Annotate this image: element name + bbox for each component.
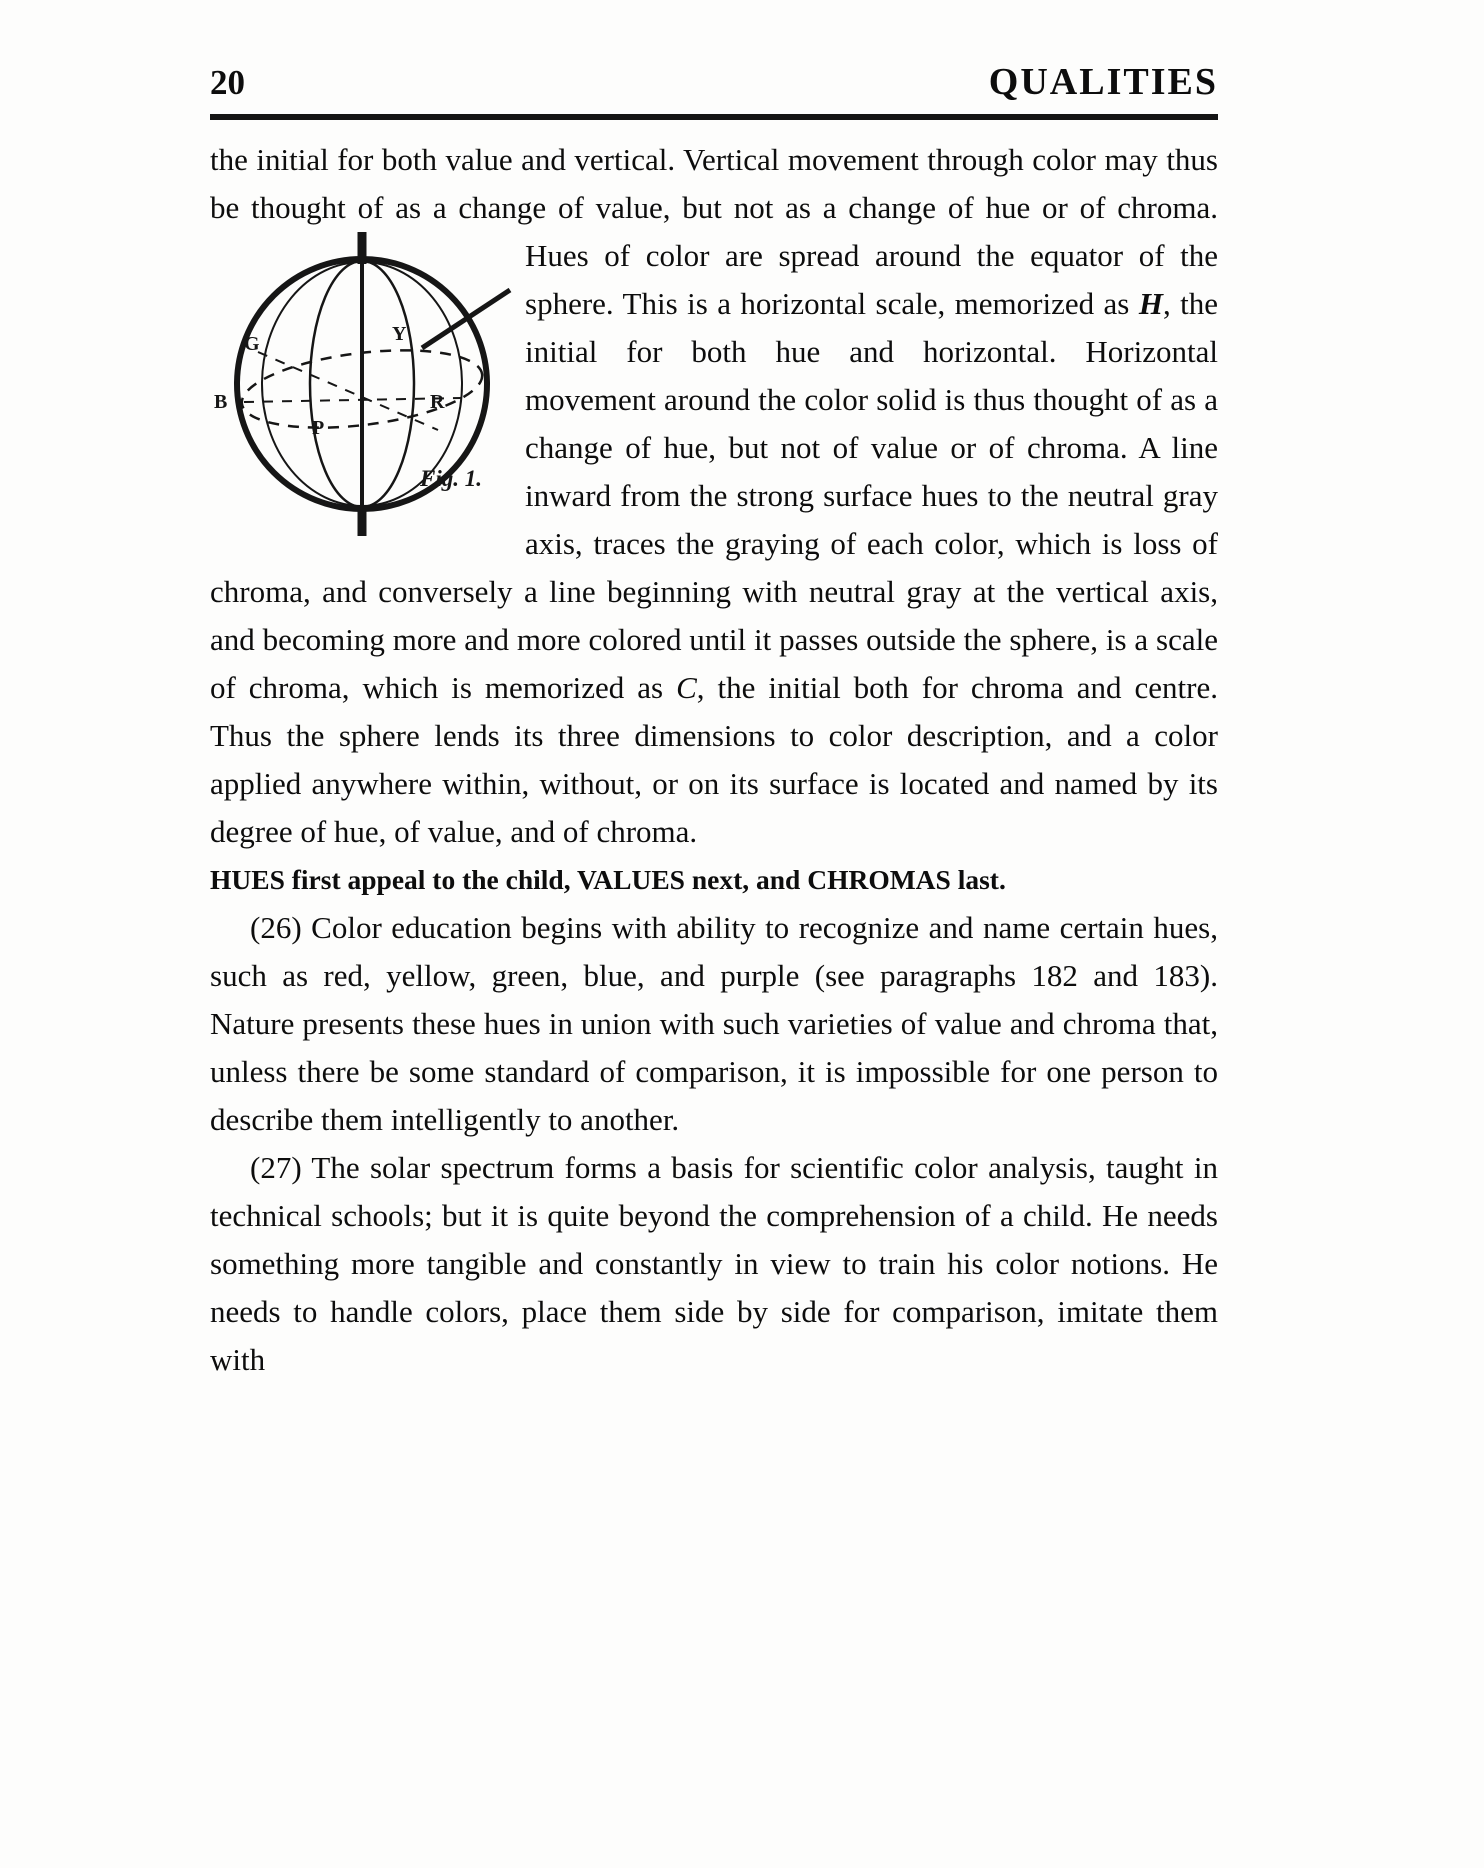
p1-lead: the initial for both value and vertical. Vertical movement through color may thus be thought of as a change of value, but	[210, 142, 1218, 225]
initial-c: C	[676, 670, 697, 705]
hue-label-r: R	[430, 391, 445, 413]
page-number: 20	[210, 63, 245, 102]
page-header	[210, 60, 1218, 104]
hue-label-b: B	[214, 391, 228, 413]
equator-pointer-line	[422, 290, 510, 348]
p1-tail: , the initial both for chroma and centre. Thus the sphere lends its three dimensions to color description, and a color applied anywhere within, without, or on its surface is located and named by its degree of hue, of value, and of chroma.	[210, 670, 1218, 849]
hue-label-p: P	[312, 417, 325, 439]
body-text	[210, 136, 1218, 1384]
p1-mid: not as a change of hue or of chroma. Hues of color are spread around the equator of the sphere. This is a horizontal scale, memorized as	[525, 190, 1218, 321]
paragraph-27: (27) The solar spectrum forms a basis for scientific color analysis, taught in technical schools; but it is quite beyond the comprehension of a child. He needs something more tangible and constantly in view to train his color notions. He needs to handle colors, place them side by side for comparison, imitate them with	[210, 1150, 1218, 1377]
color-sphere-figure	[210, 184, 515, 564]
paragraph-26: (26) Color education begins with ability to recognize and name certain hues, such as red, yellow, green, blue, and purple (see paragraphs 182 and 183). Nature presents these hues in union with such varieties of value and chroma that, unless there be some standard of comparison, it is impossible for one person to describe them intelligently to another.	[210, 910, 1218, 1137]
hues-summary-line: HUES first appeal to the child, VALUES next, and CHROMAS last.	[210, 864, 1006, 895]
p1-cont: , the initial for both hue and horizontal. Horizontal movement around the color solid is thus thought of as a change of hue, but not of value or of chroma. A line inward from the strong surface hues to the neutral gray axis, traces the graying of each color, which is loss of chroma, and conversely a line beginning with neutral gray at the vertical axis, and becoming more and more colored until it passes outside the sphere, is a scale of chroma, which is memorized as	[210, 286, 1218, 705]
paragraph-continuation	[210, 136, 1218, 856]
sphere-svg	[210, 184, 515, 562]
hue-label-y: Y	[392, 323, 407, 345]
figure-caption: Fig. 1.	[420, 466, 482, 491]
running-header: QUALITIES	[988, 61, 1218, 103]
initial-h: H	[1138, 286, 1163, 321]
page-content	[210, 60, 1218, 1384]
header-rule	[210, 114, 1218, 120]
hue-label-g: G	[244, 333, 260, 355]
